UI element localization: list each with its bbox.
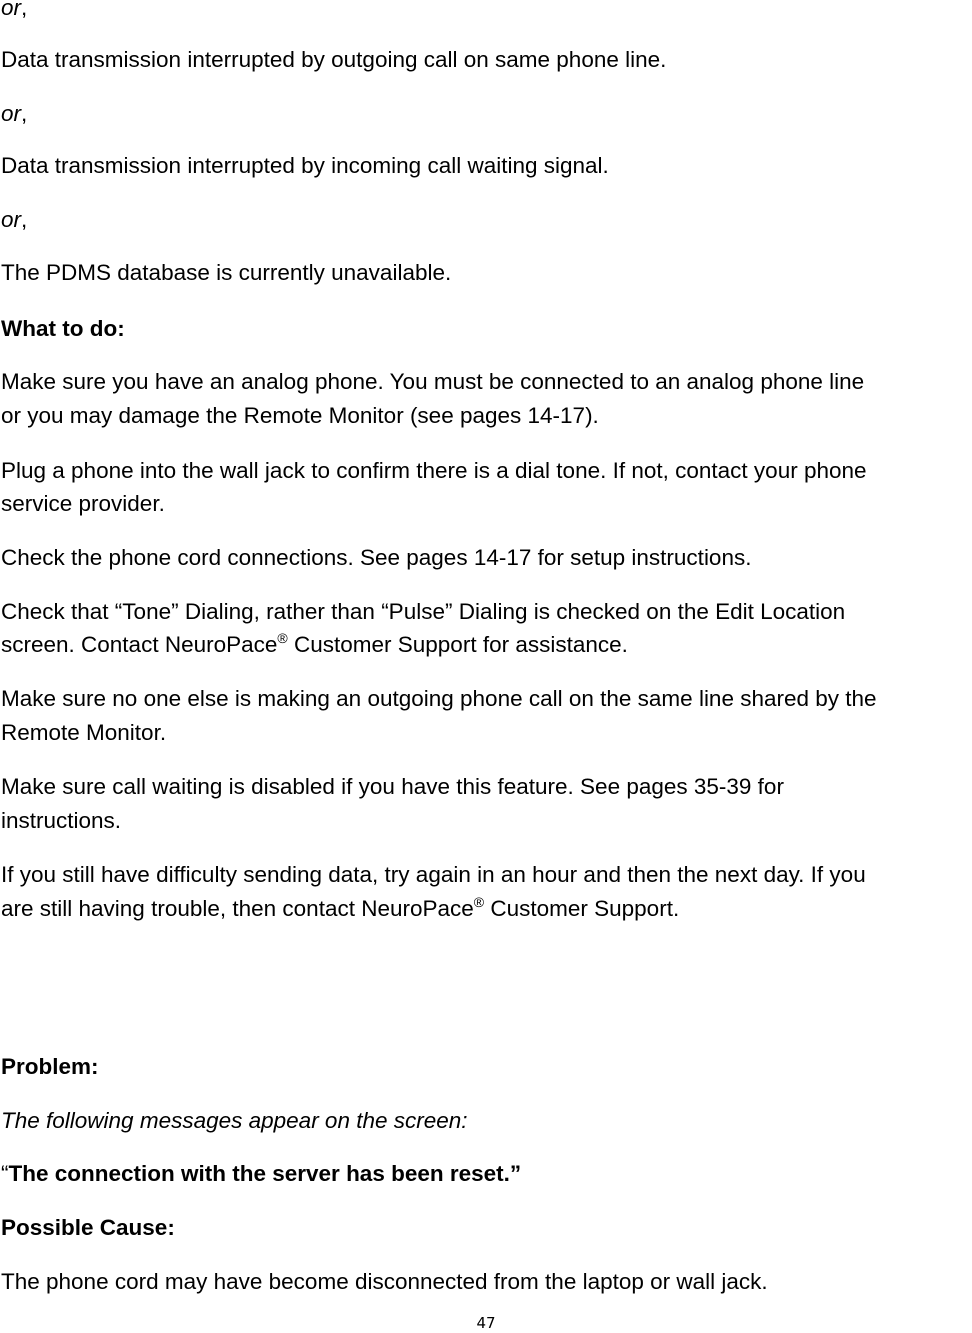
comma: ,	[21, 0, 28, 20]
possible-cause-text: The phone cord may have become disconnected from the laptop or wall jack.	[1, 1269, 768, 1294]
problem-message	[1, 1157, 521, 1191]
or-text: or	[1, 207, 22, 232]
cause-call-waiting: Data transmission interrupted by incoming call waiting signal.	[1, 153, 609, 178]
text-segment: screen. Contact NeuroPace	[1, 632, 278, 657]
or-line-1	[1, 0, 27, 25]
or-line-3	[1, 203, 27, 237]
paragraph-outgoing-call-line-1: Make sure no one else is making an outgoing phone call on the same line shared by the	[1, 686, 877, 711]
problem-intro: The following messages appear on the screen:	[1, 1108, 468, 1133]
paragraph-tone-dialing-line-2	[1, 628, 628, 662]
page-number: 47	[476, 1314, 496, 1332]
paragraph-analog-phone-line-1: Make sure you have an analog phone. You must be connected to an analog phone line	[1, 369, 865, 394]
paragraph-cord-connections: Check the phone cord connections. See pages 14-17 for setup instructions.	[1, 545, 752, 570]
message-text: The connection with the server has been reset.”	[8, 1161, 522, 1186]
text-segment: Customer Support.	[484, 896, 680, 921]
or-text: or	[1, 0, 22, 20]
possible-cause-heading: Possible Cause:	[1, 1215, 175, 1240]
cause-database-unavailable: The PDMS database is currently unavailable.	[1, 260, 452, 285]
paragraph-analog-phone-line-2: or you may damage the Remote Monitor (see pages 14-17).	[1, 403, 599, 428]
paragraph-dial-tone-line-2: service provider.	[1, 491, 165, 516]
paragraph-call-waiting-line-2: instructions.	[1, 808, 122, 833]
comma: ,	[21, 207, 28, 232]
paragraph-outgoing-call-line-2: Remote Monitor.	[1, 720, 167, 745]
paragraph-call-waiting-line-1: Make sure call waiting is disabled if you have this feature. See pages 35-39 for	[1, 774, 784, 799]
text-segment: are still having trouble, then contact NeuroPace	[1, 896, 474, 921]
text-segment: Customer Support for assistance.	[287, 632, 628, 657]
what-to-do-heading: What to do:	[1, 316, 125, 341]
registered-mark: ®	[277, 630, 288, 646]
registered-mark: ®	[473, 894, 485, 910]
cause-outgoing-call: Data transmission interrupted by outgoing call on same phone line.	[1, 47, 667, 72]
or-line-2	[1, 97, 27, 131]
comma: ,	[21, 101, 28, 126]
paragraph-try-again-line-2	[1, 892, 679, 926]
or-text: or	[1, 101, 22, 126]
paragraph-try-again-line-1: If you still have difficulty sending data, try again in an hour and then the next day. If you	[1, 862, 866, 887]
paragraph-tone-dialing-line-1: Check that “Tone” Dialing, rather than “Pulse” Dialing is checked on the Edit Location	[1, 599, 846, 624]
paragraph-dial-tone-line-1: Plug a phone into the wall jack to confirm there is a dial tone. If not, contact your phone	[1, 458, 867, 483]
open-quote: “	[1, 1161, 9, 1186]
problem-heading: Problem:	[1, 1054, 99, 1079]
